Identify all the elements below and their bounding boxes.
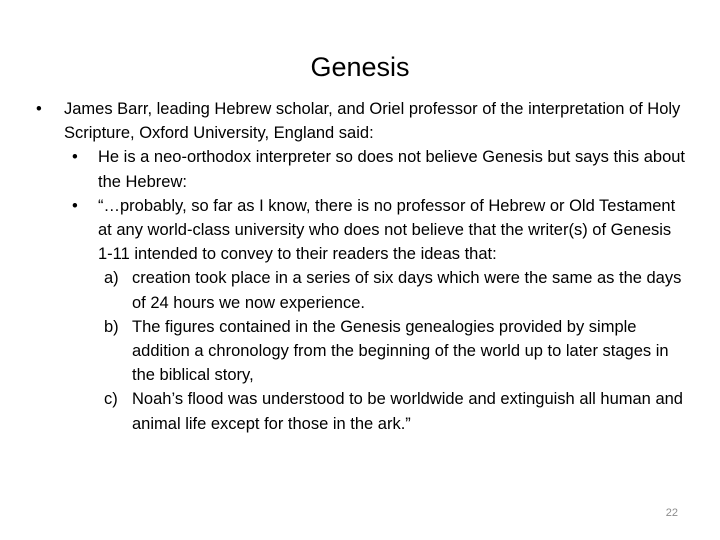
sub-bullet-item bbox=[36, 145, 686, 193]
bullet-marker: • bbox=[72, 196, 78, 215]
list-marker: b) bbox=[104, 317, 119, 336]
list-text: The figures contained in the Genesis genealogies provided by simple addition a chronology from the beginning of the world up to later stages in the biblical story, bbox=[132, 317, 669, 385]
bullet-marker: • bbox=[36, 100, 42, 118]
list-text: Noah’s flood was understood to be worldwide and extinguish all human and animal life except for those in the ark.” bbox=[132, 390, 683, 433]
slide-body bbox=[36, 97, 686, 436]
list-item-a bbox=[36, 266, 686, 314]
list-text: creation took place in a series of six days which were the same as the days of 24 hours we now experience. bbox=[132, 269, 682, 312]
list-marker: c) bbox=[104, 390, 118, 409]
bullet-text: He is a neo-orthodox interpreter so does not believe Genesis but says this about the Hebrew: bbox=[98, 148, 686, 191]
bullet-marker: • bbox=[72, 148, 78, 167]
sub-bullet-item bbox=[36, 194, 686, 267]
list-marker: a) bbox=[104, 269, 119, 288]
list-item-b bbox=[36, 315, 686, 388]
list-item-c bbox=[36, 387, 686, 435]
slide-title: Genesis bbox=[310, 52, 410, 82]
bullet-item bbox=[36, 97, 686, 145]
bullet-text: James Barr, leading Hebrew scholar, and Oriel professor of the interpretation of Holy Scripture, Oxford University, England said: bbox=[64, 100, 681, 143]
bullet-text: “…probably, so far as I know, there is no professor of Hebrew or Old Testament at any world-class university who does not believe that the writer(s) of Genesis 1-11 intended to convey to their readers the ideas that: bbox=[98, 196, 676, 264]
page-number: 22 bbox=[665, 507, 678, 519]
